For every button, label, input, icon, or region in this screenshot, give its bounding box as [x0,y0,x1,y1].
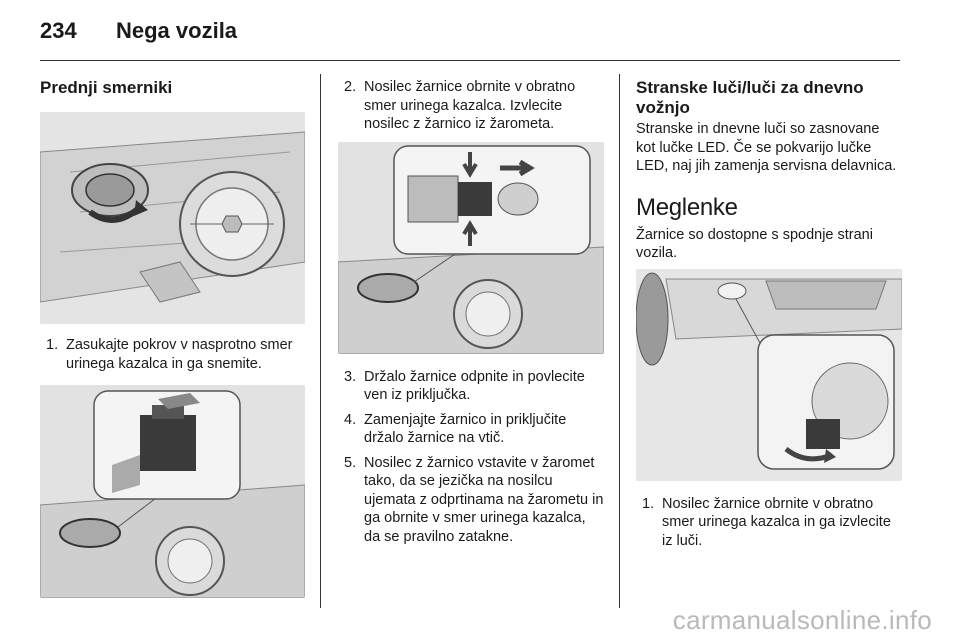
step-number: 2. [344,79,357,95]
step-number: 5. [344,454,357,471]
paragraph-fog-lights: Žarnice so dostopne s spodnje strani vozila. [636,226,873,261]
steps-list-col2-top [338,78,604,134]
figure-headlamp-cover [40,112,305,324]
page-title: Nega vozila [116,18,238,43]
section-heading-front-indicators: Prednji smerniki [40,78,173,97]
steps-list-col1 [40,336,305,373]
list-item [338,368,604,405]
step-text: Zasukajte pokrov v nasprotno smer urinega kazalca in ga snemite. [66,337,293,372]
step-text: Nosilec žarnice obrnite v obratno smer urinega kazalca. Izvlecite nosilec z žarnico iz žarometa. [364,79,576,132]
watermark: carmanualsonline.info [672,605,932,635]
step-text: Nosilec z žarnico vstavite v žaromet tako, da se jezička na nosilcu ujemata z odprtinama na žarometu in ga obrnite v smer urinega kazalca, da se pravilno zatakne. [364,454,604,545]
column-divider [320,74,321,608]
step-number: 1. [642,495,655,512]
steps-list-col2-bottom [338,368,604,547]
header-rule [40,60,900,61]
list-item [338,454,604,547]
headlamp-cover-illustration [40,112,305,324]
step-number: 1. [46,337,59,353]
column-divider [619,74,620,608]
step-text: Držalo žarnice odpnite in povlecite ven iz priključka. [364,368,585,403]
figure-bulb-holder-detail [40,385,305,598]
list-item [636,495,902,551]
list-item [338,411,604,448]
column-2 [338,74,604,546]
step-text: Nosilec žarnice obrnite v obratno smer urinega kazalca in ga izvlecite iz luči. [662,495,891,549]
step-number: 3. [344,368,357,385]
figure-fog-light [636,269,902,481]
steps-list-col3 [636,495,902,551]
page-header [40,18,900,60]
section-heading-fog-lights: Meglenke [636,193,738,221]
figure-bulb-removal [338,142,604,354]
list-item [338,78,604,134]
bulb-removal-illustration [338,142,604,354]
section-heading-side-lights: Stranske luči/luči za dnevno vožnjo [636,78,864,117]
list-item [40,336,305,373]
step-text: Zamenjajte žarnico in priključite držalo žarnice na vtič. [364,411,567,446]
bulb-holder-illustration [40,385,305,598]
page-number: 234 [40,18,77,43]
column-3 [636,74,902,550]
paragraph-side-lights: Stranske in dnevne luči so zasnovane kot lučke LED. Če se pokvarijo lučke LED, naj jih zamenja servisna delavnica. [636,121,897,174]
fog-light-illustration [636,269,902,481]
column-1 [40,74,305,598]
step-number: 4. [344,411,357,428]
